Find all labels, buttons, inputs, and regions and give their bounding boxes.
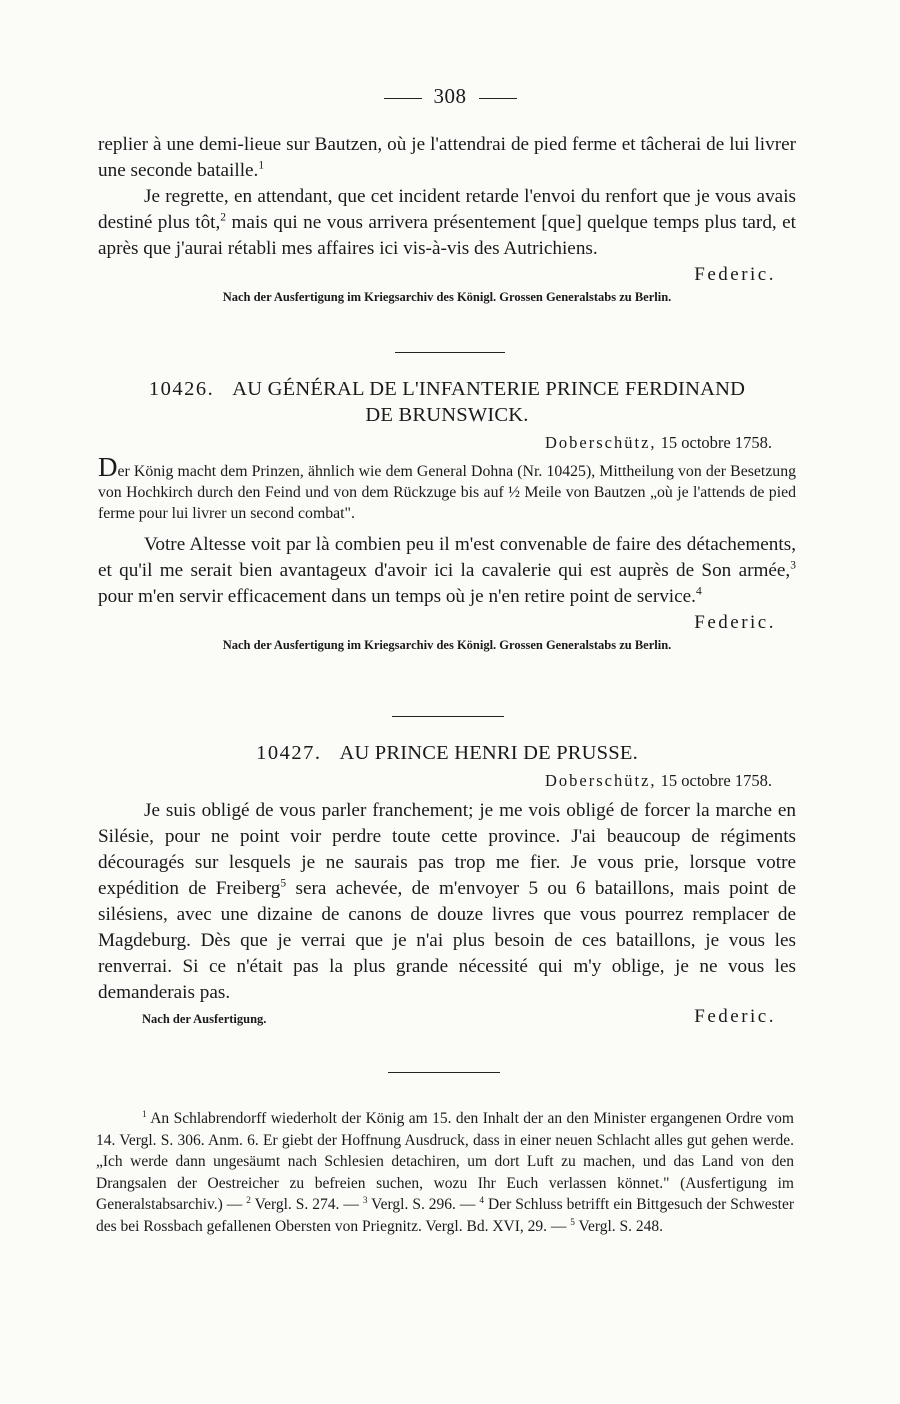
closing-line [98,1006,796,1030]
source-note: Nach der Ausfertigung im Kriegsarchiv des Königl. Grossen Generalstabs zu Berlin. [222,638,672,652]
header-dash-right [479,98,517,99]
letter-body [98,532,796,610]
letter-body [98,798,796,1006]
letter-body-text-b: pour m'en servir efficacement dans un temps où je n'en retire point de service. [98,586,696,607]
footnote-ref-2: 2 [220,211,227,224]
signature: Federic. [694,612,776,633]
signature: Federic. [694,264,776,285]
footnote-number-4: 4 [479,1195,485,1206]
header-dash-left [384,98,422,99]
page-header [0,84,900,109]
letter-recipient-line1: AU GÉNÉRAL DE L'INFANTERIE PRINCE FERDINAND [232,378,746,400]
footnote-number-1: 1 [142,1109,147,1120]
date-place: Doberschütz, [545,771,657,790]
source-note: Nach der Ausfertigung. [142,1012,267,1026]
footnote-number-2: 2 [246,1195,251,1206]
date: 15 octobre 1758. [660,771,772,790]
summary-text: er König macht dem Prinzen, ähnlich wie dem General Dohna (Nr. 10425), Mittheilung von der Besetzung von Hochkirch durch den Feind und von dem Rückzuge bis auf ½ Meile von Bautzen „où je l'attends de pied ferme pour lui livrer un second combat". [98,463,796,522]
continued-text-1: replier à une demi-lieue sur Bautzen, où je l'attendrai de pied ferme et tâcherai de lui livrer une seconde bataille. [98,134,796,181]
continued-paragraph-2 [98,184,796,262]
letter-heading [98,740,796,766]
footnote-text [96,1108,794,1237]
continued-text-2b: mais qui ne vous arrivera présentement [que] quelque temps plus tard, et après que j'aurai rétabli mes affaires ici vis-à-vis des Autrichiens. [98,212,797,259]
footnote-ref-5: 5 [280,877,287,890]
continued-paragraph-1 [98,132,796,184]
source-note: Nach der Ausfertigung im Kriegsarchiv des Königl. Grossen Generalstabs zu Berlin. [222,290,672,304]
summary-dropcap: D [98,452,118,482]
footnote-2: Vergl. S. 274. — [250,1196,363,1213]
footnote-5: Vergl. S. 248. [574,1217,664,1235]
footnote-1: An Schlabrendorff wiederholt der König am 15. den Inhalt der an den Minister ergangenen Ordre vom 14. Vergl. S. 306. Anm. 6. Er giebt der Hoffnung Ausdruck, dass in einer neuen Schlacht alles gut gehen werde. „Ich werde dann ungesäumt nach Schlesien detachiren, um dort Luft zu machen, und das Land von den Drangsalen der Oestreicher zu befreien suchen, wozu Ihr Euch verlassen könnet." (Ausfertigung im Generalstabsarchiv.) — [96,1110,794,1213]
section-divider [395,352,505,353]
letter-body-text-a: Votre Altesse voit par là combien peu il m'est convenable de faire des détachements, et qu'il me serait bien avantageux d'avoir ici la cavalerie qui est auprès de Son armée, [98,534,796,581]
signature: Federic. [694,1006,776,1027]
footnote-number-5: 5 [570,1217,575,1228]
continued-text-2a: Je regrette, en attendant, que cet incident retarde l'envoi du renfort que je vous avais destiné plus tôt, [98,186,796,233]
dateline [98,770,796,792]
letter-recipient: AU PRINCE HENRI DE PRUSSE. [339,742,638,764]
letter-10427 [98,740,796,1030]
letter-body-text-a: Je suis obligé de vous parler franchement; je me vois obligé de forcer la marche en Silésie, pour ne point voir perdre toute cette province. J'ai beaucoup de régiments découragés sur lesquels je ne saurais pas trop me fier. Je vous prie, lorsque votre expédition de Freiberg [98,800,796,899]
date-place: Doberschütz, [545,433,657,452]
page-number: 308 [433,84,467,108]
footnote-ref-3: 3 [790,559,796,572]
footnote-3: Vergl. S. 296. — [367,1196,480,1213]
letter-heading [98,376,796,428]
section-divider [392,716,504,717]
footnote-ref-1: 1 [258,159,265,172]
letter-number: 10426. [148,378,215,400]
footnote-ref-4: 4 [695,585,702,598]
letter-10426 [98,376,796,654]
dateline [98,432,796,454]
letter-recipient-line2: DE BRUNSWICK. [365,404,529,426]
section-divider [388,1072,500,1073]
footnote-4: Der Schluss betrifft ein Bittgesuch der Schwester des bei Rossbach gefallenen Obersten von Priegnitz. Vergl. Bd. XVI, 29. — [96,1196,794,1235]
editorial-summary [98,452,796,524]
footnote-number-3: 3 [362,1195,368,1206]
letter-number: 10427. [256,742,322,764]
continued-letter [98,132,796,306]
footnotes [96,1108,794,1237]
date: 15 octobre 1758. [660,433,772,452]
letter-body-text-b: sera achevée, de m'envoyer 5 ou 6 bataillons, mais point de silésiens, avec une dizaine de canons de douze livres que vous pourrez remplacer de Magdeburg. Dès que je verrai que je n'ai plus besoin de ces bataillons, je vous les renverrai. Si ce n'était pas la plus grande nécessité qui m'y oblige, je ne vous les demanderais pas. [98,878,796,1003]
